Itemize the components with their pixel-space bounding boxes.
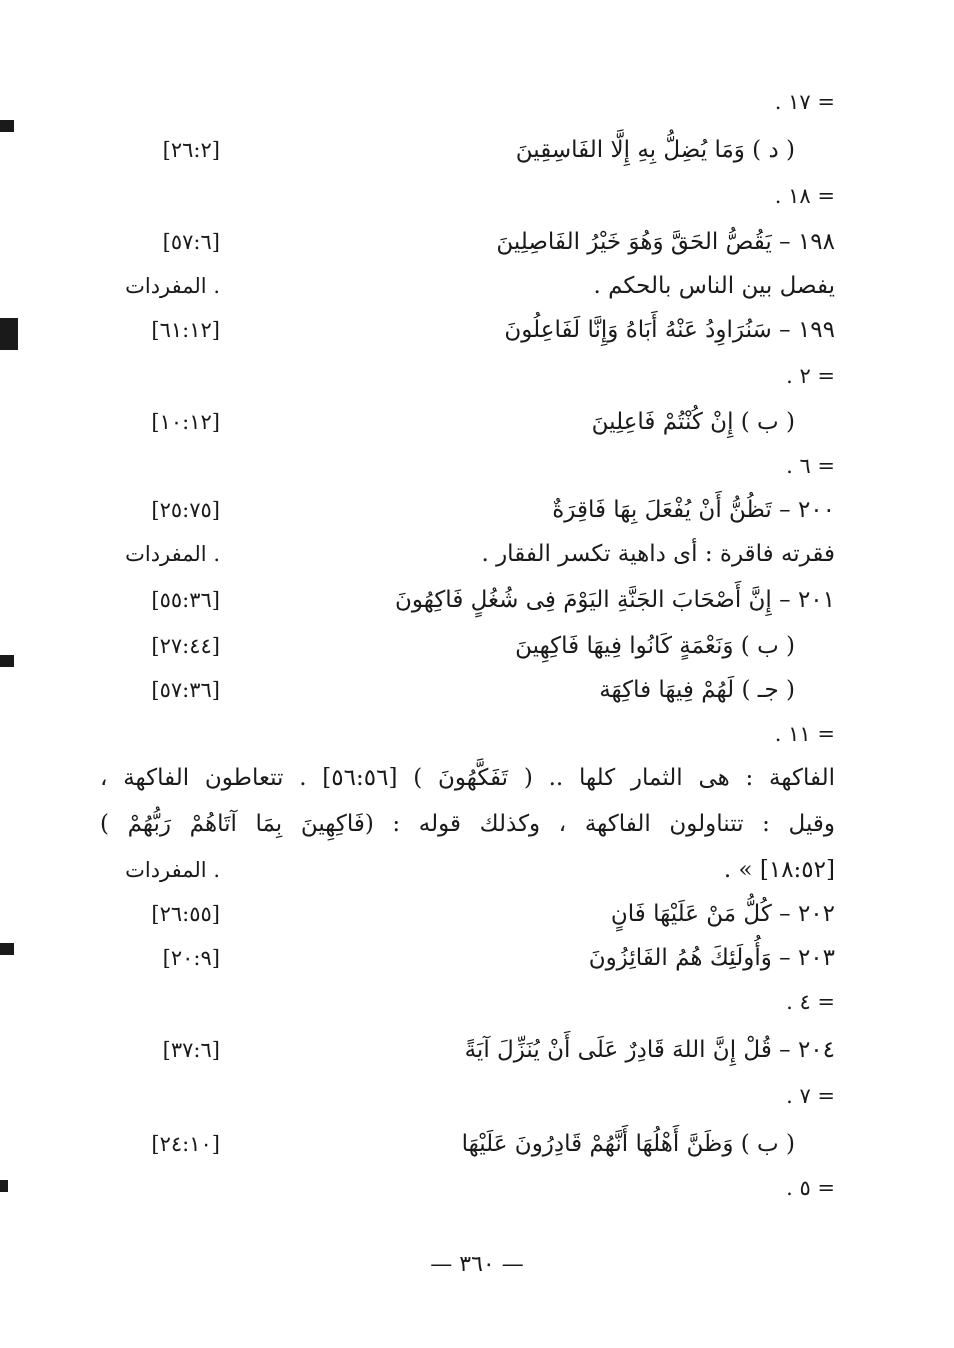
entry-line: ٢٠١ – إِنَّ أَصْحَابَ الجَنَّةِ اليَوْمَ فِى شُغُلٍ فَاكِهُونَ [٥٥:٣٦] (100, 580, 835, 620)
entry-line: ٢٠٢ – كُلُّ مَنْ عَلَيْهَا فَانٍ [٢٦:٥٥] (100, 894, 835, 934)
scan-mark (0, 1180, 8, 1192)
scan-mark (0, 943, 14, 955)
verse-reference: [٣٧:٦] (162, 1038, 220, 1062)
verse-line: ( جـ ) لَهُمْ فِيهَا فاكِهَة [٥٧:٣٦] (100, 670, 835, 710)
count-line: = ٧ . (786, 1084, 835, 1108)
source-citation: المفردات . (125, 542, 220, 566)
verse-reference: [٢٧:٤٤] (151, 634, 220, 658)
entry-line: ١٩٩ – سَنُرَاوِدُ عَنْهُ أَبَاهُ وَإِنَّا لَفَاعِلُونَ [٦١:١٢] (100, 310, 835, 350)
entry-line: ١٩٨ – يَقُصُّ الحَقَّ وَهُوَ خَيْرُ الفَاصِلِينَ [٥٧:٦] (100, 222, 835, 262)
commentary-line: [١٨:٥٢] » . المفردات . (100, 850, 835, 890)
count-line: = ١٨ . (774, 184, 835, 208)
count-line: = ١٧ . (774, 90, 835, 114)
verse-line: ( د ) وَمَا يُضِلُّ بِهِ إِلَّا الفَاسِقِينَ [٢٦:٢] (100, 130, 835, 170)
gloss-line: فقرته فاقرة : أى داهية تكسر الفقار . المفردات . (100, 534, 835, 574)
scan-mark (0, 655, 14, 667)
verse-reference: [١٠:١٢] (151, 410, 220, 434)
verse-reference: [٥٧:٣٦] (151, 678, 220, 702)
commentary-line: الفاكهة : هى الثمار كلها .. ( تَفَكَّهُونَ ) [٥٦:٥٦] . تتعاطون الفاكهة ، (100, 765, 835, 791)
verse-reference: [٢٦:٢] (162, 138, 220, 162)
verse-reference: [٢٤:١٠] (151, 1132, 220, 1156)
verse-line: ( ب ) إِنْ كُنْتُمْ فَاعِلِينَ [١٠:١٢] (100, 402, 835, 442)
entry-line: ٢٠٣ – وَأُولَئِكَ هُمُ الفَائِزُونَ [٢٠:٩] (100, 938, 835, 978)
entry-line: ٢٠٠ – تَظُنُّ أَنْ يُفْعَلَ بِهَا فَاقِرَةٌ [٢٥:٧٥] (100, 490, 835, 530)
verse-reference: [٥٧:٦] (162, 230, 220, 254)
scan-mark (0, 318, 18, 350)
verse-line: ( ب ) وَنَعْمَةٍ كَانُوا فِيهَا فَاكِهِينَ [٢٧:٤٤] (100, 626, 835, 666)
verse-reference: [٦١:١٢] (151, 318, 220, 342)
scan-mark (0, 120, 14, 132)
verse-reference: [٢٠:٩] (162, 946, 220, 970)
verse-reference: [٢٥:٧٥] (151, 498, 220, 522)
count-line: = ٤ . (786, 990, 835, 1014)
entry-line: ٢٠٤ – قُلْ إِنَّ اللهَ قَادِرٌ عَلَى أَنْ يُنَزِّلَ آيَةً [٣٧:٦] (100, 1030, 835, 1070)
verse-reference: [٥٥:٣٦] (151, 588, 220, 612)
page-number: — ٣٦٠ — (430, 1252, 524, 1277)
gloss-line: يفصل بين الناس بالحكم . المفردات . (100, 266, 835, 306)
count-line: = ٦ . (786, 454, 835, 478)
commentary-line: وقيل : تتناولون الفاكهة ، وكذلك قوله : (فَاكِهِينَ بِمَا آتَاهُمْ رَبُّهُمْ ) (100, 811, 835, 837)
count-line: = ١١ . (774, 722, 835, 746)
count-line: = ٥ . (786, 1176, 835, 1200)
source-citation: المفردات . (125, 858, 220, 882)
source-citation: المفردات . (125, 274, 220, 298)
verse-line: ( ب ) وَظَنَّ أَهْلُهَا أَنَّهُمْ قَادِرُونَ عَلَيْهَا [٢٤:١٠] (100, 1124, 835, 1164)
count-line: = ٢ . (786, 364, 835, 388)
verse-reference: [٢٦:٥٥] (151, 902, 220, 926)
